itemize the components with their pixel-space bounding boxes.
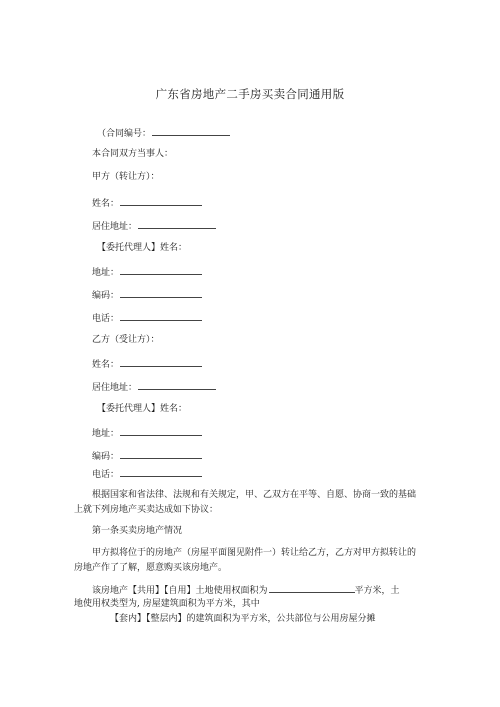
party-b-addr-blank: [120, 426, 202, 436]
land-area-label: 该房地产【共用】【自用】土地使用权面积为: [92, 586, 268, 596]
party-a-heading: 甲方（转让方）：: [92, 172, 160, 182]
party-a-postcode-blank: [120, 288, 202, 298]
article-1-paragraph-1: 甲方拟将位于的房地产（房屋平面图见附件一）转让给乙方，乙方对甲方拟转让的房地产作了了解，愿意购买该房地产。: [74, 548, 417, 573]
document-title: 广东省房地产二手房买卖合同通用版: [155, 87, 345, 101]
party-b-name-label: 姓名：: [92, 360, 120, 370]
party-a-phone-line: [92, 311, 202, 325]
party-b-postcode-line: [92, 449, 202, 463]
party-a-name-label: 姓名：: [92, 199, 120, 209]
party-b-name-line: [92, 357, 202, 371]
party-b-phone-label: 电话：: [92, 470, 120, 480]
party-b-postcode-label: 编码：: [92, 452, 120, 462]
party-a-addr-label: 地址：: [92, 268, 120, 278]
contract-number-line: [97, 126, 230, 140]
article-1-paragraph-2-line-1: [92, 583, 400, 597]
land-area-unit: 平方米，土: [354, 586, 400, 596]
party-a-agent-line: 【委托代理人】姓名：: [97, 243, 188, 253]
party-a-phone-blank: [120, 311, 202, 321]
contract-number-blank: [152, 126, 230, 136]
parties-intro: 本合同双方当事人：: [92, 149, 174, 159]
party-a-address-line: [92, 219, 216, 233]
party-b-name-blank: [120, 357, 202, 367]
party-a-postcode-label: 编码：: [92, 291, 120, 301]
land-area-blank: [269, 583, 355, 593]
party-b-addr-label: 地址：: [92, 429, 120, 439]
article-1-title: 第一条买卖房地产情况: [92, 526, 183, 536]
party-b-agent-line: 【委托代理人】姓名：: [97, 404, 188, 414]
article-1-paragraph-2-line-2: 地使用权类型为, 房屋建筑面积为平方米，其中: [74, 599, 260, 609]
preamble-paragraph: 根据国家和省法律、法规和有关规定，甲、乙双方在平等、自愿、协商一致的基础上就下列房地产买卖达成如下协议：: [74, 490, 417, 515]
party-a-addr-line: [92, 265, 202, 279]
contract-number-label: （合同编号：: [97, 129, 152, 139]
party-a-name-blank: [120, 196, 202, 206]
party-a-phone-label: 电话：: [92, 314, 120, 324]
party-b-phone-line: [92, 467, 202, 481]
party-a-address-blank: [138, 219, 216, 229]
article-1-paragraph-3: 【套内】【整层内】的建筑面积为平方米，公共部位与公用房屋分摊: [110, 614, 376, 624]
party-b-phone-blank: [120, 467, 202, 477]
party-a-postcode-line: [92, 288, 202, 302]
party-a-name-line: [92, 196, 202, 210]
party-b-addr-line: [92, 426, 202, 440]
party-b-heading: 乙方（受让方）：: [92, 335, 160, 345]
party-b-address-label: 居住地址：: [92, 383, 138, 393]
party-a-addr-blank: [120, 265, 202, 275]
party-b-address-line: [92, 380, 216, 394]
party-b-postcode-blank: [120, 449, 202, 459]
party-b-address-blank: [138, 380, 216, 390]
party-a-address-label: 居住地址：: [92, 222, 138, 232]
